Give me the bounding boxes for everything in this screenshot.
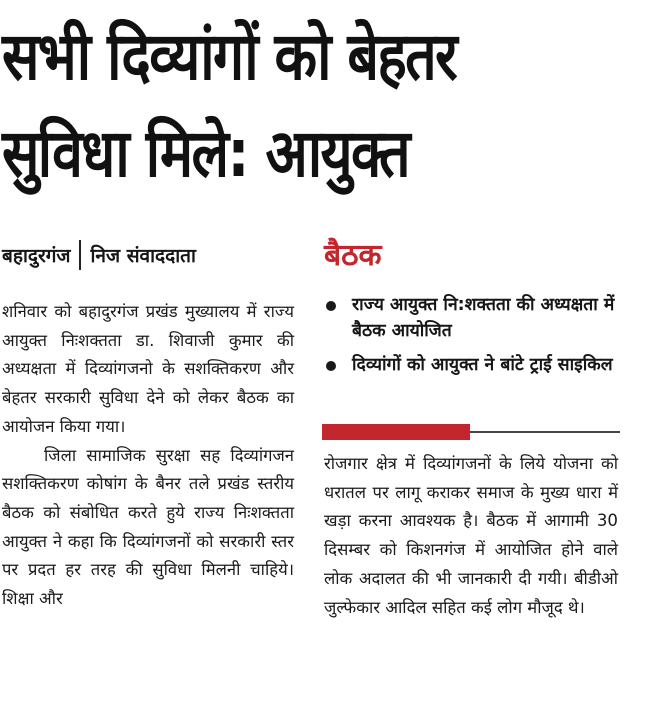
thin-divider-line [470,431,620,433]
right-paragraph-1: रोजगार क्षेत्र में दिव्यांगजनों के लिये योजना को धरातल पर लागू कराकर समाज के मुख्य धारा में खड़ा करना आवश्यक है। बैठक में आगामी 30 दिसम्बर को किशनगंज में आयोजित होने वाले लोक अदालत की भी जानकारी दी गयी। बीडीओ जुल्फेकार आदिल सहित कई लोग मौजूद थे। [324,454,618,617]
left-paragraph-2: जिला सामाजिक सुरक्षा सह दिव्यांगजन सशक्तिकरण कोषांग के बैनर तले प्रखंड स्तरीय बैठक को संबोधित करते हुये राज्य निःशक्तता आयुक्त ने कहा कि दिव्यांगजनों को सरकारी स्तर पर प्रदत हर तरह की सुविधा मिलनी चाहिये। शिक्षा और [2,445,294,609]
highlights-list [322,292,622,386]
byline-divider [79,240,81,270]
headline [2,8,540,202]
headline-line-1: सभी दिव्यांगों को बेहतर [2,18,457,95]
red-divider-bar [322,424,470,440]
article-left-column [2,298,294,614]
byline [2,238,196,272]
left-paragraph-1: शनिवार को बहादुरगंज प्रखंड मुख्यालय में राज्य आयुक्त निःशक्तता डा. शिवाजी कुमार की अध्यक्षता में दिव्यांगजनो के सशक्तिकरण और बेहतर सरकारी सुविधा देने को लेकर बैठक का आयोजन किया गया। [2,302,294,436]
section-label: बैठक [324,238,382,273]
highlight-text: राज्य आयुक्त नि:शक्तता की अध्यक्षता में बैठक आयोजित [352,295,615,341]
bullet-icon [326,361,336,371]
highlight-text: दिव्यांगों को आयुक्त ने बांटे ट्राई साइकिल [352,355,613,375]
highlight-item [322,352,622,378]
article-right-column [324,450,618,622]
bullet-icon [326,301,336,311]
byline-author: निज संवाददाता [90,245,196,267]
headline-line-2: सुविधा मिले: आयुक्त [2,115,409,192]
byline-place: बहादुरगंज [2,245,71,267]
highlight-item [322,292,622,344]
